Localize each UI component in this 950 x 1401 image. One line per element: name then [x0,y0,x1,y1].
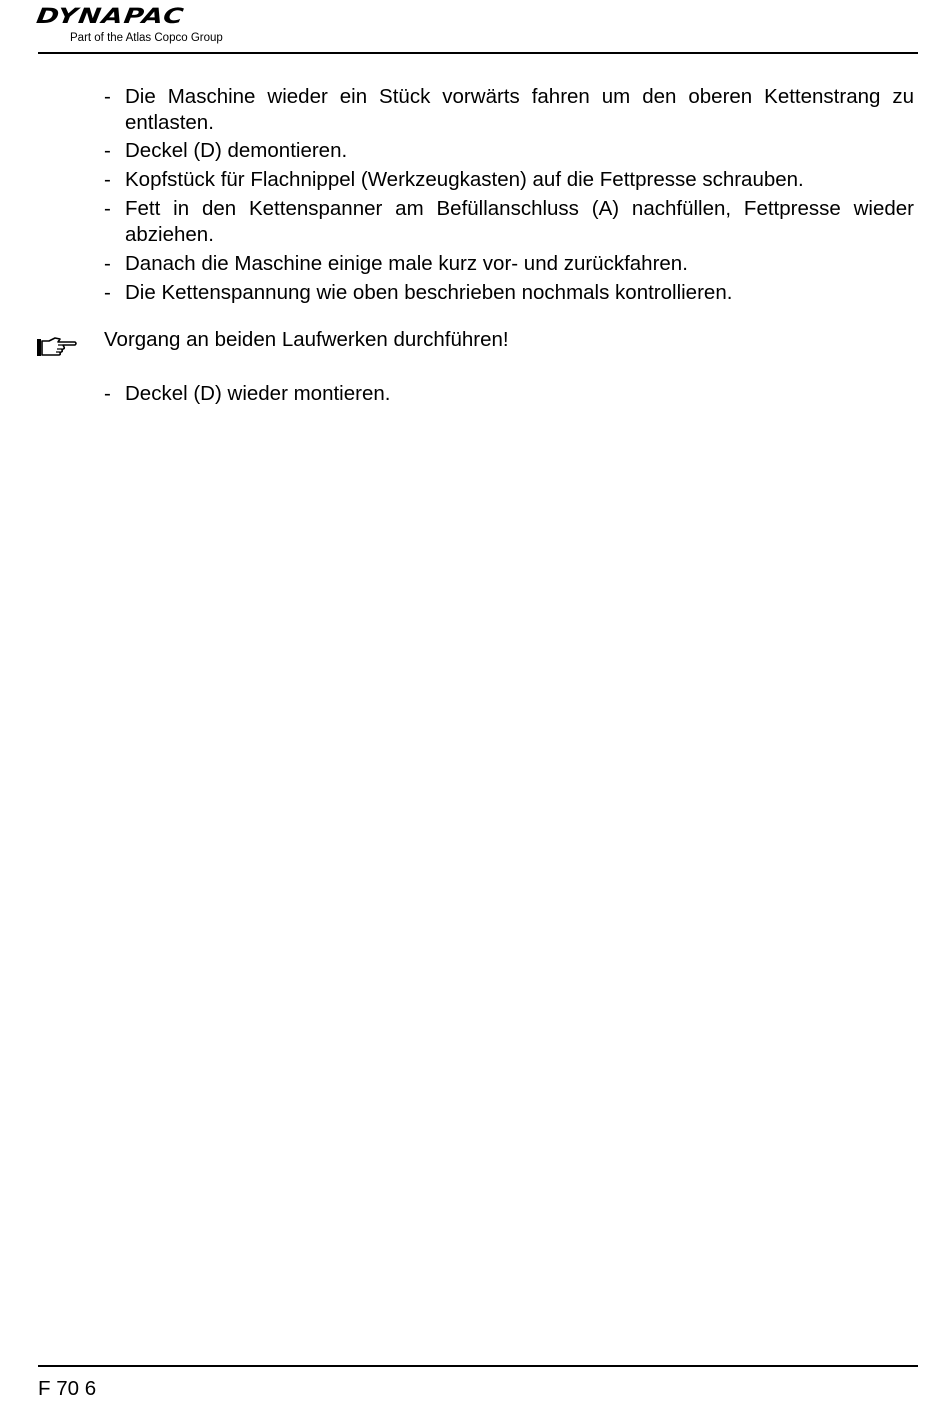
note-text: Vorgang an beiden Laufwerken durchführen! [104,328,509,351]
bullet-dash: - [104,252,111,275]
page-code: F 70 6 [38,1377,97,1400]
list-item [104,280,914,306]
list-item [104,138,914,164]
list-item [104,251,914,277]
footer-divider [38,1365,918,1367]
instruction-text: Die Kettenspannung wie oben beschrieben nochmals kontrollieren. [125,281,733,304]
list-item [104,381,914,407]
logo-text: DYNAPAC [34,4,186,29]
pointing-hand-icon [36,336,78,358]
bullet-dash: - [104,281,111,304]
list-item [104,196,914,248]
instruction-text: Deckel (D) demontieren. [125,139,348,162]
bullet-dash: - [104,139,111,162]
instruction-text: Kopfstück für Flachnippel (Werkzeugkasten) auf die Fettpresse schrauben. [125,168,804,191]
bullet-dash: - [104,197,111,220]
instruction-text: Fett in den Kettenspanner am Befüllanschluss (A) nachfüllen, Fettpresse wieder abziehen. [125,197,914,246]
page-header [34,4,918,54]
dynapac-logo [34,4,186,32]
bullet-dash: - [104,382,111,405]
instruction-text: Danach die Maschine einige male kurz vor- und zurückfahren. [125,252,688,275]
list-item [104,167,914,193]
final-step-text: Deckel (D) wieder montieren. [125,382,391,405]
bullet-dash: - [104,168,111,191]
logo-tagline: Part of the Atlas Copco Group [70,32,223,44]
instruction-text: Die Maschine wieder ein Stück vorwärts fahren um den oberen Kettenstrang zu entlasten. [125,85,914,134]
bullet-dash: - [104,85,111,108]
list-item [104,84,914,136]
header-divider [38,52,918,54]
